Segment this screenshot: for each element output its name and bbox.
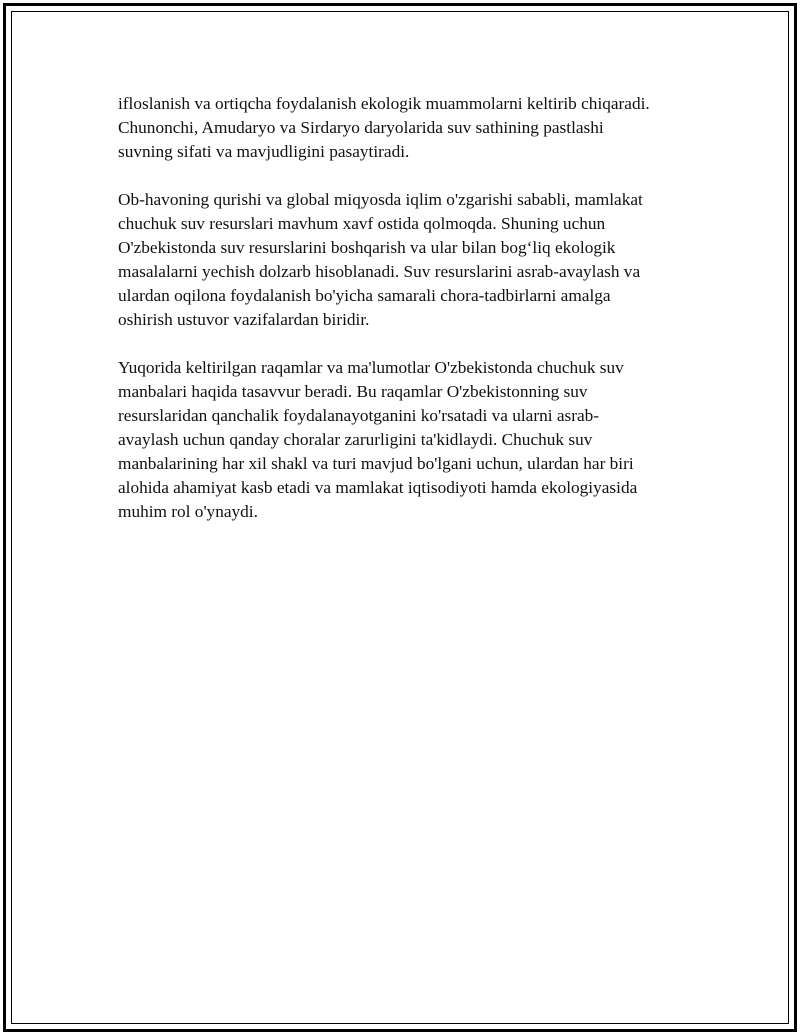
paragraph-1: ifloslanish va ortiqcha foydalanish ekologik muammolarni keltirib chiqaradi. Chunonchi, Amudaryo va Sirdaryo daryolarida suv sathining pastlashi suvning sifati va mavjudligini pasaytiradi. xyxy=(118,94,650,161)
paragraph-3: Yuqorida keltirilgan raqamlar va ma'lumotlar O'zbekistonda chuchuk suv manbalari haqida tasavvur beradi. Bu raqamlar O'zbekistonning suv resurslaridan qanchalik foydalanayotganini ko'rsatadi va ularni asrab- avaylash uchun qanday choralar zarurligini ta'kidlaydi. Chuchuk suv manbalarining har xil shakl va turi mavjud bo'lgani uchun, ulardan har biri alohida ahamiyat kasb etadi va mamlakat iqtisodiyoti hamda ekologiyasida muhim rol o'ynaydi. xyxy=(118,358,638,521)
document-body xyxy=(118,92,688,548)
paragraph-2: Ob-havoning qurishi va global miqyosda iqlim o'zgarishi sababli, mamlakat chuchuk suv resurslari mavhum xavf ostida qolmoqda. Shuning uchun O'zbekistonda suv resurslarini boshqarish va ular bilan bog‘liq ekologik masalalarni yechish dolzarb hisoblanadi. Suv resurslarini asrab-avaylash va ulardan oqilona foydalanish bo'yicha samarali chora-tadbirlarni amalga oshirish ustuvor vazifalardan biridir. xyxy=(118,190,643,329)
